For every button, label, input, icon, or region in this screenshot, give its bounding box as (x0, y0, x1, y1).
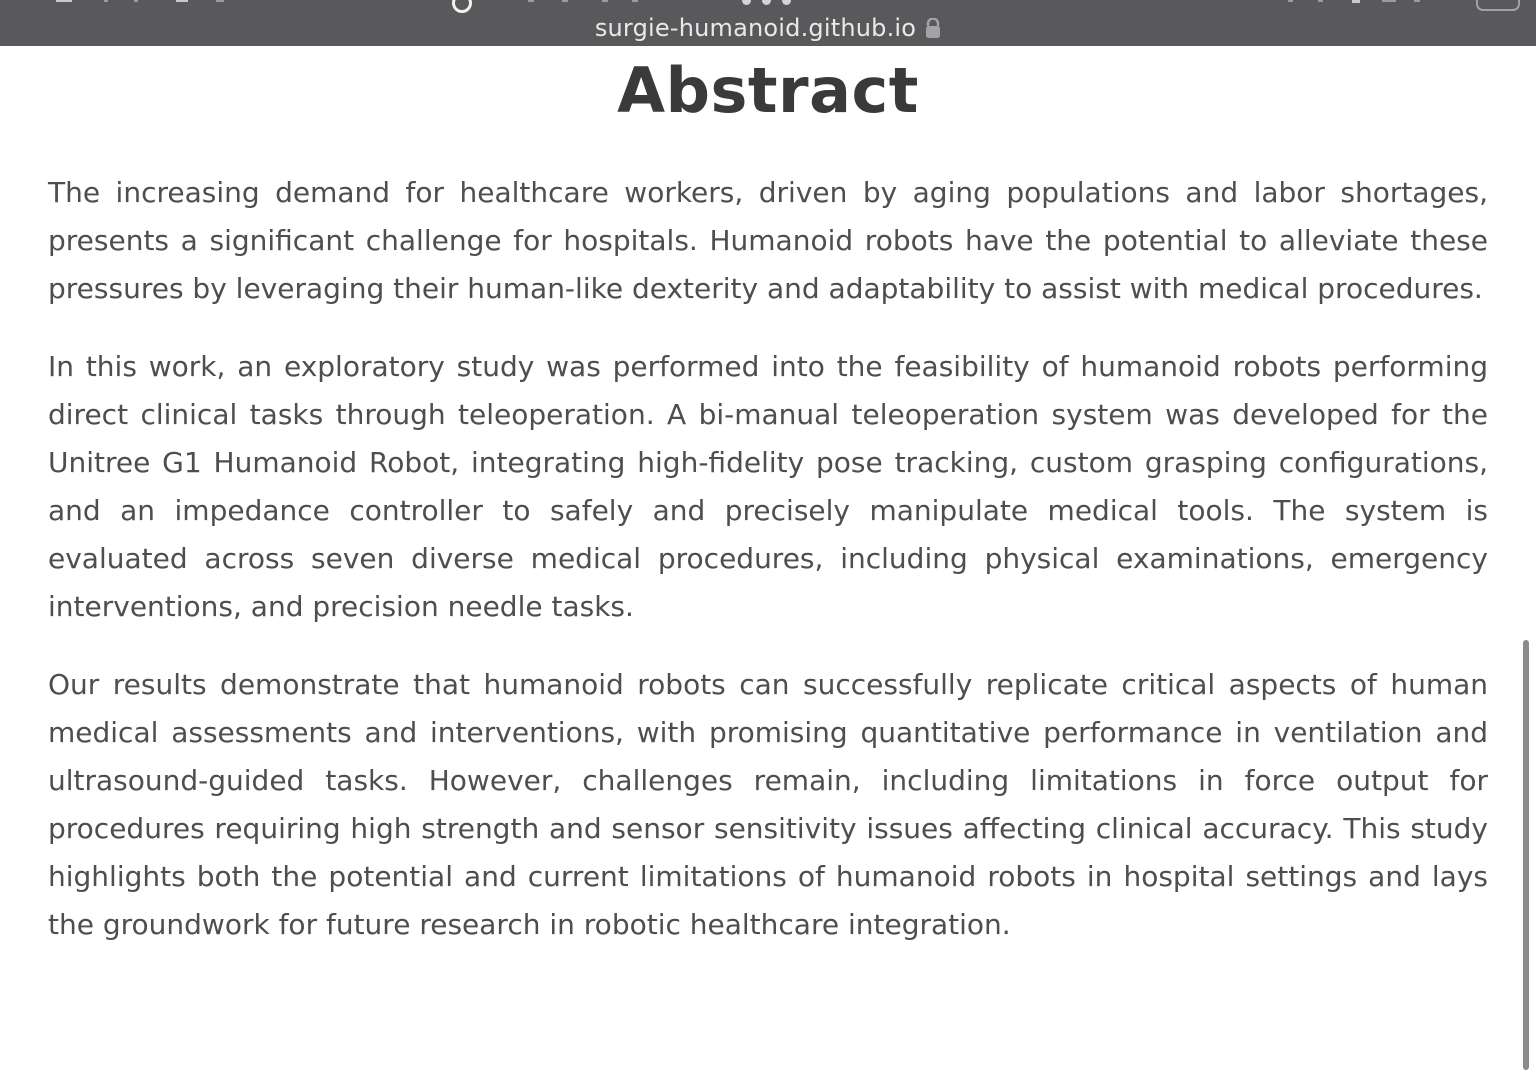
scrollbar-thumb[interactable] (1523, 640, 1529, 1070)
ellipsis-dots-icon[interactable] (742, 0, 791, 5)
cropped-toolbar-fragment (1414, 0, 1420, 2)
cropped-toolbar-fragment (602, 0, 608, 2)
page-content (0, 46, 1536, 949)
cropped-toolbar-fragment (1288, 0, 1293, 2)
cropped-toolbar-fragment (216, 0, 224, 2)
cropped-toolbar-fragment (56, 0, 72, 2)
cropped-toolbar-fragment (632, 0, 638, 2)
cropped-toolbar-fragment (1318, 0, 1323, 2)
cropped-toolbar-fragment (104, 0, 108, 2)
cropped-toolbar-fragment (1352, 0, 1360, 3)
url-text: surgie-humanoid.github.io (594, 14, 917, 42)
abstract-paragraph-2: In this work, an exploratory study was performed into the feasibility of humanoid robots performing direct clinical tasks through teleoperation. A bi-manual teleoperation system was developed for the Unitree G1 Humanoid Robot, integrating high-fidelity pose tracking, custom grasping configurations, and an impedance controller to safely and precisely manipulate medical tools. The system is evaluated across seven diverse medical procedures, including physical examinations, emergency interventions, and precision needle tasks. (48, 350, 1488, 623)
abstract-paragraph-3: Our results demonstrate that humanoid robots can successfully replicate critical aspects of human medical assessments and interventions, with promising quantitative performance in ventilation and ultrasound-guided tasks. However, challenges remain, including limitations in force output for procedures requiring high strength and sensor sensitivity issues affecting clinical accuracy. This study highlights both the potential and current limitations of humanoid robots in hospital settings and lays the groundwork for future research in robotic healthcare integration. (48, 668, 1488, 941)
browser-chrome-bar (0, 0, 1536, 46)
cropped-toolbar-fragment (528, 0, 534, 2)
cropped-toolbar-fragment (134, 0, 138, 2)
cropped-toolbar-fragment (562, 0, 568, 2)
tab-outline-icon[interactable] (1476, 0, 1520, 11)
cropped-toolbar-fragment (176, 0, 188, 2)
page-title: Abstract (617, 54, 919, 127)
cropped-toolbar-fragment (1382, 0, 1396, 2)
url-bar[interactable] (0, 14, 1536, 42)
abstract-paragraph-1: The increasing demand for healthcare workers, driven by aging populations and labor shortages, presents a significant challenge for hospitals. Humanoid robots have the potential to alleviate these pressures by leveraging their human-like dexterity and adaptability to assist with medical procedures. (48, 176, 1488, 305)
lock-icon (925, 18, 941, 39)
cropped-toolbar-fragment (452, 0, 472, 13)
